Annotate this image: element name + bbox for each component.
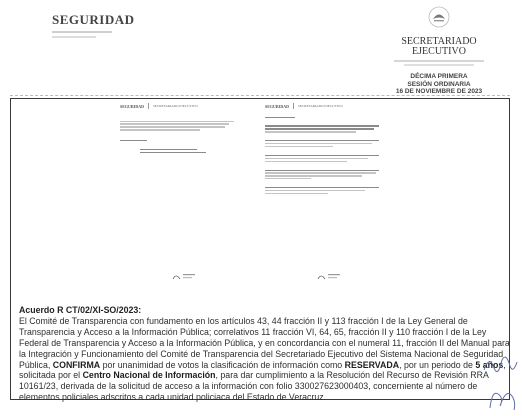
org-subline (394, 60, 484, 62)
brand-subline (52, 31, 112, 33)
session-line-1: DÉCIMA PRIMERA (410, 73, 468, 80)
text-line (265, 193, 328, 194)
embedded-page-right (265, 103, 379, 283)
text-line (265, 140, 379, 141)
text-line (120, 123, 229, 124)
org-line-2: EJECUTIVO (412, 46, 466, 57)
text-line (120, 121, 234, 122)
centro-name: Centro Nacional de Información (82, 370, 216, 381)
thumb-separator (148, 103, 149, 109)
agreement-label: Acuerdo R CT/02/XI-SO/2023: (19, 305, 142, 315)
text-line (265, 155, 379, 156)
text-line (265, 170, 379, 171)
thumb-brand: SEGURIDAD (265, 103, 290, 109)
text-line (265, 143, 372, 144)
eagle-seal-icon (428, 6, 450, 28)
text-line (265, 128, 374, 129)
period-value: 5 años (475, 359, 504, 370)
thumb-sub: SECRETARIADO EJECUTIVO (153, 104, 198, 108)
thumb-sub: SECRETARIADO EJECUTIVO (298, 104, 343, 108)
brand-subline (52, 36, 96, 38)
signature-initials-icon (484, 382, 520, 414)
session-line-2: SESIÓN ORDINARIA (407, 80, 471, 88)
text-line (120, 126, 225, 127)
text-line (140, 149, 197, 150)
org-line-1: SECRETARIADO (401, 36, 477, 47)
text-line (265, 187, 379, 188)
reservada-keyword: RESERVADA (344, 359, 400, 370)
org-subline (404, 64, 474, 66)
thumb-brand: SEGURIDAD (120, 103, 145, 109)
text-line (265, 125, 379, 126)
text-line (265, 190, 365, 191)
agreement-body-1: El Comité de Transparencia con fundamento en los artículos 43, 44 fracción II y 113 fracción I de la Ley General de Transparencia y Acceso a la Información Pública; correlativos 11 fracción VI, 64, 65, fracción II y 110 fracción I de la Ley Federal de Transparencia y Acceso a la Información Pública, y en concordancia con el numeral 11, fracción II del Manual para la Integración y Funcionamiento del Comité de Transparencia del Secretariado Ejecutivo del Sistema Nacional de Seguridad Pública, (19, 315, 510, 370)
text-line (265, 175, 362, 176)
session-line-3: 16 DE NOVIEMBRE DE 2023 (395, 88, 483, 95)
footer-logo-icon (172, 271, 198, 281)
agreement-body-2: por unanimidad de votos la clasificación de información como (100, 359, 345, 370)
confirma-keyword: CONFIRMA (52, 359, 101, 370)
agreement-body-3: , por un periodo de (399, 359, 476, 370)
secretariado-header (374, 6, 504, 96)
agreement-body-5: , para dar cumplimiento a la Resolución del Recurso de Revisión RRA 10161/23, derivada de la solicitud de acceso a la información con folio 330027623000403, concerniente al número de elementos policiales adscritos a cada unidad policiaca del Estado de Veracruz. (19, 370, 489, 403)
seguridad-logo (52, 12, 135, 38)
divider-line (10, 95, 510, 96)
text-line (265, 158, 368, 159)
agreement-body-4: , solicitada por el (19, 359, 506, 381)
embedded-page-left (120, 103, 234, 283)
session-info (374, 73, 504, 96)
thumb-separator (293, 103, 294, 109)
text-line (265, 172, 376, 173)
signature-initials-icon (480, 350, 520, 380)
footer-logo-icon (317, 271, 343, 281)
brand-text: SEGURIDAD (52, 12, 135, 27)
agreement-text (19, 305, 513, 403)
text-line (140, 152, 206, 153)
